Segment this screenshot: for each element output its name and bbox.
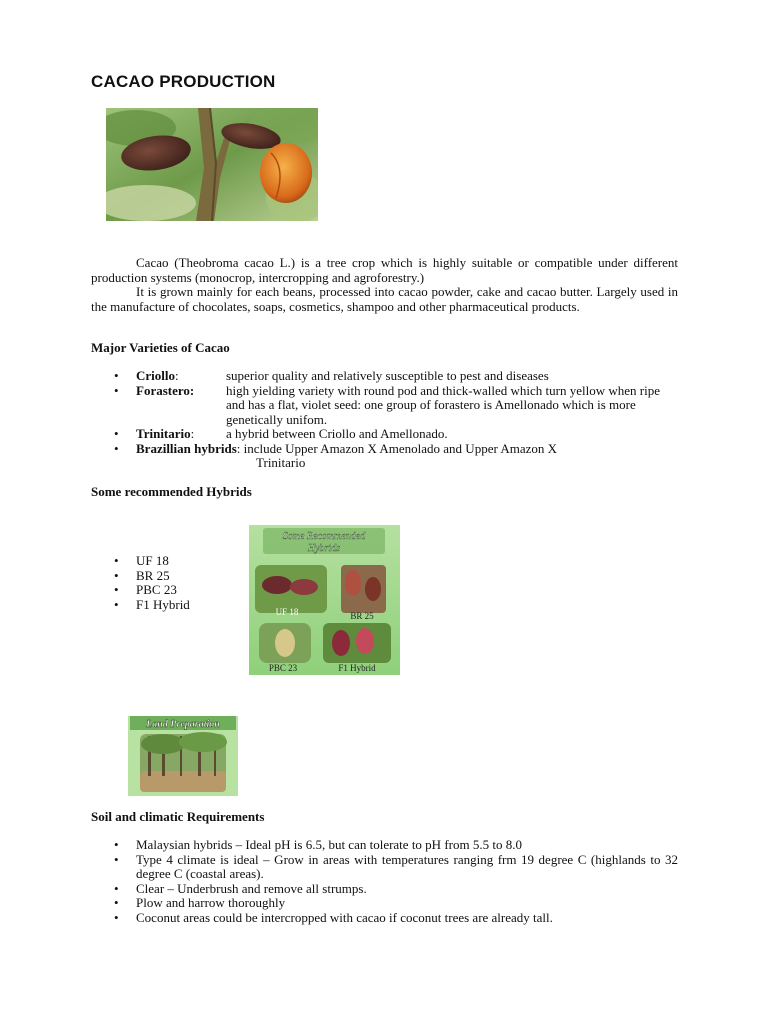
bullet-icon: • [114,895,119,910]
varieties-list [91,369,681,471]
bullet-icon: • [114,426,119,441]
bullet-icon: • [114,567,119,583]
list-item: • Type 4 climate is ideal – Grow in areas with temperatures ranging frm 19 degree C (highlands to 32 degree C (coastal areas). [114,851,678,881]
variety-term: Trinitario [136,426,191,441]
list-item: • BR 25 [114,567,170,583]
bullet-icon: • [114,909,119,925]
collage-title-line-1: Some Recommended [282,531,366,542]
variety-term: Criollo [136,368,175,383]
bullet-icon: • [114,582,119,597]
cacao-tree-photo [106,108,318,221]
bullet-icon: • [114,880,119,896]
collage-label-uf18: UF 18 [275,607,299,617]
bullet-icon: • [114,440,119,456]
variety-term: Brazillian hybrids [136,440,237,456]
intro-paragraph-1: Cacao (Theobroma cacao L.) is a tree crop which is highly suitable or compatible under different production systems (monocrop, intercropping and agroforestry.) [91,255,678,285]
page-title: CACAO PRODUCTION [91,72,276,91]
collage-label-f1: F1 Hybrid [338,663,376,673]
variety-desc: a hybrid between Criollo and Amellonado. [226,426,448,441]
bullet-icon: • [114,851,119,867]
hybrids-heading: Some recommended Hybrids [91,484,252,499]
bullet-icon: • [114,596,119,612]
list-item [91,384,681,428]
hybrids-collage-image [249,525,400,675]
list-item: • Clear – Underbrush and remove all strumps. [114,880,367,896]
list-item: • Malaysian hybrids – Ideal pH is 6.5, but can tolerate to pH from 5.5 to 8.0 [114,837,522,852]
land-preparation-image [128,716,238,796]
varieties-heading: Major Varieties of Cacao [91,340,230,355]
list-item: • Criollo: superior quality and relatively susceptible to pest and diseases [114,368,549,383]
list-item: • F1 Hybrid [114,596,190,612]
collage-label-pbc23: PBC 23 [268,663,298,673]
variety-desc: Trinitario [256,455,306,470]
intro-paragraph-2: It is grown mainly for each beans, processed into cacao powder, cake and cacao butter. Largely used in the manufacture of chocolates, soaps, cosmetics, shampoo and other pharmaceutical products. [91,284,678,314]
bullet-icon: • [114,382,119,398]
list-item: • PBC 23 [114,582,177,597]
bullet-icon: • [114,368,119,383]
collage-label-br25: BR 25 [350,611,374,621]
soil-list [91,838,678,925]
soil-heading: Soil and climatic Requirements [91,809,265,824]
list-item: • Coconut areas could be intercropped with cacao if coconut trees are already tall. [114,909,553,925]
variety-desc: high yielding variety with round pod and thick-walled which turn yellow when ripe and has a flat, violet seed: one group of forastero is Amellonado which is more genetically unifom. [226,382,660,427]
list-item: • UF 18 [114,553,169,568]
variety-desc: superior quality and relatively susceptible to pest and diseases [226,368,549,383]
list-item: • Trinitario: a hybrid between Criollo and Amellonado. [114,426,448,441]
collage-title-line-2: Hybrids [307,543,341,554]
bullet-icon: • [114,837,119,852]
list-item: • Plow and harrow thoroughly [114,895,286,910]
list-item: • Brazillian hybrids: include Upper Amazon X Amenolado and Upper Amazon X Trinitario [91,442,681,471]
bullet-icon: • [114,553,119,568]
land-prep-title: Land Preparation [146,719,220,730]
variety-term: Forastero: [136,382,195,398]
